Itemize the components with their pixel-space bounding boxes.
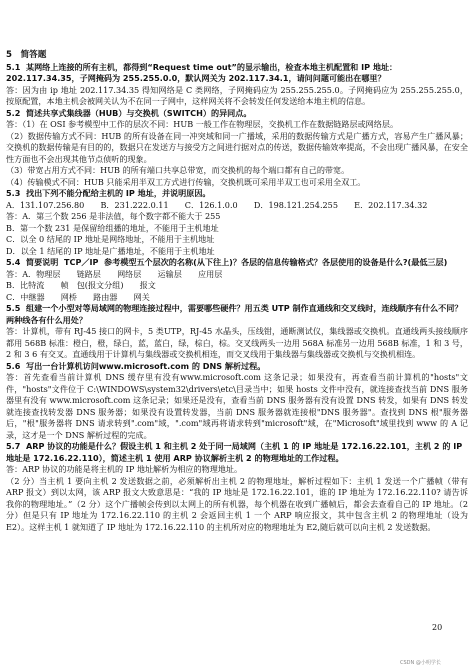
- question-5-4: 5.4 简要说明 TCP／IP 参考模型五个层次的名称(从下往上)？各层的信息传输格式？各层使用的设备是什么?(最低三层): [6, 257, 448, 267]
- question-5-2: 5.2 简述共享式集线器（HUB）与交换机（SWITCH）的异同点。: [6, 107, 252, 118]
- answer-5-5: 答：计算机，带有 RJ-45 接口的网卡，5 类UTP，RJ-45 水晶头，压线钳，通断测试仪，集线器或交换机。直通线两头接线顺序都用 568B 标准：橙白，橙，绿白，蓝，蓝白，绿，棕白，棕。交叉线两头一边用 568A 标准另一边用 568B 标准，1 和 3 号，2 和 3 6 有交叉。直通线用于计算机与集线器或交换机相连，而交叉线用于集线器与集线器或交换机与交换机相连。: [6, 326, 468, 359]
- answer-5-2: 答：（1）在 OSI 参考模型中工作的层次不同：HUB 一般工作在物理层，交换机工作在数据链路层或网络层。 （2）数据传输方式不同：HUB 的所有设备在同一冲突域和同一广播域，采用的数据传输方式是广播方式，容易产生广播风暴；交换机的数据传输是有目的的，数据只在发送方与接受方之间进行据对点的传送，数据传输效率提高，不会出现广播风暴，在安全性方面也不会出现其他节点侦听的现象。 （3）带宽占用方式不同：HUB 的所有端口共享总带宽，而交换机的每个端口都有自己的带宽。 （4）传输模式不同：HUB 只能采用半双工方式进行传输，交换机既可采用半双工也可采用全双工。: [6, 119, 468, 187]
- question-5-5: 5.5 组建一个小型对等局域网的物理连接过程中，需要哪些硬件？用五类 UTP 制作直通线和交叉线时，连线顺序有什么不同？两种线各有什么用处？: [6, 303, 463, 325]
- page-number: 20: [432, 623, 443, 632]
- answer-5-1: 答：因为由 ip 地址 202.117.34.35 得知网络是 C 类网络，子网掩码应为 255.255.255.0。子网掩码应为 255.255.255.0，按原配置，本地主机会被网关认为不在同一子网中，这样网关将不会转发任何发送给本地主机的信息。: [6, 84, 468, 106]
- answer-5-3: A．131.107.256.80 B．231.222.0.11 C．126.1.0.0 D．198.121.254.255 E．202.117.34.32 答：A．第三个数 256 是非法值，每个数字都不能大于 255 B．第一个数 231 是保留给组播的地址，不能用于主机地址 C．以全 0 结尾的 IP 地址是网络地址，不能用于主机地址 D．以全 1 结尾的 IP 地址是广播地址，不能用于主机地址: [6, 199, 428, 256]
- question-5-6: 5.6 写出一台计算机访问www.microsoft.com 的 DNS 解析过程。: [6, 360, 266, 371]
- section-title: 5 简答题: [6, 50, 47, 60]
- question-5-7: 5.7 ARP 协议的功能是什么？假设主机 1 和主机 2 处于同一局域网（主机 1 的 IP 地址是 172.16.22.101，主机 2 的 IP 地址是 172.16.22.110），简述主机 1 使用 ARP 协议解析主机 2 的物理地址的工作过程。: [6, 441, 466, 463]
- answer-5-6: 答：首先查看当前计算机 DNS 缓存里有没有www.microsoft.com 这条记录；如果没有，再查看当前计算机的"hosts"文件，"hosts"文件位于 C:\WINDOWS\system32\drivers\etc\目录当中；如果 hosts 文件中没有，就连接查找当前 DNS 服务器里有没有 www.microsoft.com 这条记录；如果还是没有，查看当前 DNS 服务器有没有设置 DNS 转发，如果有 DNS 转发就连接查找转发器 DNS 服务器；如果没有设置转发器，当前 DNS 服务器就连接根"DNS 服务器"。查找到 DNS 根"服务器后，"根"服务器将 DNS 请求转到".com"域，".com"域再将请求转到"microsoft"域，在"Microsoft"域里找到 www 的 A 记录，这才是一个 DNS 解析过程的完成。: [6, 372, 468, 440]
- watermark: CSDN @小明学长: [400, 660, 441, 666]
- question-5-1: 5.1 某网络上连接的所有主机，都得到“Request time out”的显示输出，检查本地主机配置和 IP 地址：202.117.34.35，子网掩码为 255.255.0.0，默认网关为 202.117.34.1，请问问题可能出在哪里？: [6, 61, 398, 83]
- question-5-3: 5.3 找出下列不能分配给主机的 IP 地址，并说明原因。: [6, 188, 211, 198]
- answer-5-7: 答：ARP 协议的功能是将主机的 IP 地址解析为相应的物理地址。 （2 分）当主机 1 要向主机 2 发送数据之前，必须解析出主机 2 的物理地址，解析过程如下：主机 1 发送一个广播帧（带有 ARP 报文）到以太网，该 ARP 报文大致意思是：“我的 IP 地址是 172.16.22.101，谁的 IP 地址为 172.16.22.110? 请告诉我你的物理地址。”（2 分）这个广播帧会传到以太网上的所有机器，每个机器在收到广播帧后，都会去查看自己的 IP 地址。（2 分）但是只有 IP 地址为 172.16.22.110 的主机 2 会返回主机 1 一个 ARP 响应报文，其中包含主机 2 的物理地址（设为 E2）。这样主机 1 就知道了 IP 地址为 172.16.22.110 的主机所对应的物理地址为 E2,随后就可以向主机 2 发送数据。: [6, 464, 468, 532]
- answer-5-4: 答：A．物理层 链路层 网络层 运输层 应用层 B．比特流 帧 包(报文分组) 报文 C．中继器 网桥 路由器 网关: [6, 268, 223, 302]
- document-page: [6, 50, 468, 533]
